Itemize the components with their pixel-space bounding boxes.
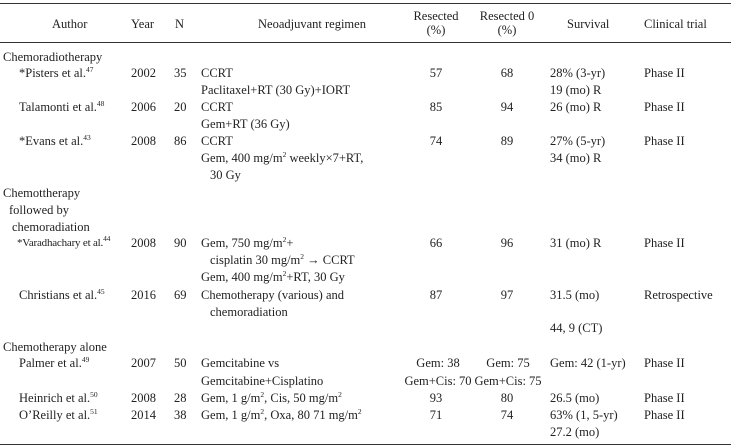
survival-cell: 28% (3-yr)	[550, 66, 606, 80]
trial-cell: Phase II	[644, 391, 685, 405]
resected-cell: 66	[429, 236, 443, 250]
top-rule	[0, 3, 731, 4]
trial-cell: Phase II	[644, 66, 685, 80]
trial-cell: Phase II	[644, 408, 685, 422]
author-cell: Palmer et al.$^{49}$	[19, 355, 90, 370]
year-cell: 2008	[131, 391, 156, 405]
regimen-cell: Gem, 1 $g/m^2$, Oxa, 80 71 $mg/m^2$	[201, 407, 362, 422]
header-resected-0: Resected 0 (%)	[479, 9, 535, 37]
survival-cell: 26 (mo) R	[550, 100, 602, 114]
trial-cell: Phase II	[644, 134, 685, 148]
survival-cell: 44, 9 (CT)	[550, 321, 603, 335]
regimen-cell: chemoradiation	[210, 305, 288, 319]
year-cell: 2007	[131, 356, 156, 370]
regimen-cell: 30 Gy	[210, 168, 241, 182]
resected-cell: Gem+Cis: 70	[404, 374, 472, 388]
resected-0-cell: 96	[500, 236, 514, 250]
resected-cell: 93	[429, 391, 443, 405]
bottom-rule	[0, 444, 731, 445]
regimen-cell: cisplatin 30 $mg/m^2$ → CCRT	[210, 252, 355, 267]
header-survival: Survival	[567, 17, 610, 31]
n-cell: 86	[174, 134, 187, 148]
n-cell: 20	[174, 100, 187, 114]
resected-0-cell: 97	[500, 288, 514, 302]
survival-cell: 27% (5-yr)	[550, 134, 606, 148]
survival-cell: 27.2 (mo)	[550, 425, 600, 439]
year-cell: 2014	[131, 408, 156, 422]
resected-0-cell: 94	[500, 100, 514, 114]
n-cell: 90	[174, 236, 187, 250]
resected-cell: Gem: 38	[416, 356, 460, 370]
author-cell: Heinrich et al.$^{50}$	[19, 390, 98, 405]
n-cell: 38	[174, 408, 187, 422]
year-cell: 2006	[131, 100, 156, 114]
survival-cell: Gem: 42 (1-yr)	[550, 356, 626, 370]
header-n: N	[175, 17, 185, 31]
survival-cell: 31.5 (mo)	[550, 288, 600, 302]
survival-cell: 31 (mo) R	[550, 236, 602, 250]
section-title: Chemottherapy	[3, 186, 81, 200]
resected-cell: 71	[429, 408, 443, 422]
regimen-cell: CCRT	[201, 134, 233, 148]
survival-cell: 63% (1, 5-yr)	[550, 408, 618, 422]
regimen-cell: Gem+RT (36 Gy)	[201, 117, 290, 131]
survival-cell: 26.5 (mo)	[550, 391, 600, 405]
trial-cell: Retrospective	[644, 288, 713, 302]
author-cell: *Evans et al.$^{43}$	[19, 133, 91, 148]
regimen-cell: Gem, 400 $mg/m^2$ weekly×7+RT,	[201, 150, 364, 165]
regimen-cell: Gem, 400 $mg/m^2+RT$, 30 Gy	[201, 269, 345, 284]
regimen-cell: Paclitaxel+RT (30 Gy)+IORT	[201, 83, 351, 97]
year-cell: 2008	[131, 134, 156, 148]
trial-cell: Phase II	[644, 100, 685, 114]
author-cell: *Pisters et al.$^{47}$	[19, 65, 94, 80]
year-cell: 2008	[131, 236, 156, 250]
section-title: Chemotherapy alone	[3, 340, 107, 354]
header-rule	[0, 42, 731, 43]
resected-0-cell: 80	[500, 391, 514, 405]
resected-cell: 57	[429, 66, 443, 80]
author-cell: O’Reilly et al.$^{51}$	[19, 407, 98, 422]
resected-0-cell: Gem+Cis: 75	[474, 374, 542, 388]
n-cell: 69	[174, 288, 187, 302]
year-cell: 2002	[131, 66, 156, 80]
section-title: chemoradiation	[12, 220, 90, 234]
n-cell: 50	[174, 356, 187, 370]
resected-0-cell: 68	[500, 66, 514, 80]
header-author: Author	[52, 17, 88, 31]
author-cell: Talamonti et al.$^{48}$	[19, 99, 105, 114]
regimen-cell: Gem, 1 $g/m^2$, Cis, 50 $mg/m^2$	[201, 390, 342, 405]
author-cell: Christians et al.$^{45}$	[19, 287, 105, 302]
author-cell: *Varadhachary et al.$^{44}$	[17, 234, 111, 249]
survival-cell: 34 (mo) R	[550, 151, 602, 165]
regimen-cell: Gem, 750 $mg/m^2+$	[201, 235, 294, 250]
regimen-cell: Gemcitabine vs	[201, 356, 280, 370]
resected-cell: 87	[429, 288, 443, 302]
regimen-cell: CCRT	[201, 66, 233, 80]
header-year: Year	[131, 17, 155, 31]
resected-0-cell: Gem: 75	[486, 356, 530, 370]
trial-cell: Phase II	[644, 236, 685, 250]
n-cell: 35	[174, 66, 187, 80]
resected-cell: 85	[429, 100, 443, 114]
resected-cell: 74	[429, 134, 443, 148]
trial-cell: Phase II	[644, 356, 685, 370]
section-title: followed by	[9, 203, 70, 217]
n-cell: 28	[174, 391, 187, 405]
header-resected: Resected (%)	[413, 9, 459, 37]
header-regimen: Neoadjuvant regimen	[258, 17, 366, 31]
year-cell: 2016	[131, 288, 156, 302]
resected-0-cell: 89	[500, 134, 514, 148]
header-clinical-trial: Clinical trial	[644, 17, 707, 31]
section-title: Chemoradiotherapy	[3, 50, 103, 64]
regimen-cell: Chemotherapy (various) and	[201, 288, 345, 302]
regimen-cell: Gemcitabine+Cisplatino	[201, 374, 324, 388]
survival-cell: 19 (mo) R	[550, 83, 602, 97]
resected-0-cell: 74	[500, 408, 514, 422]
regimen-cell: CCRT	[201, 100, 233, 114]
